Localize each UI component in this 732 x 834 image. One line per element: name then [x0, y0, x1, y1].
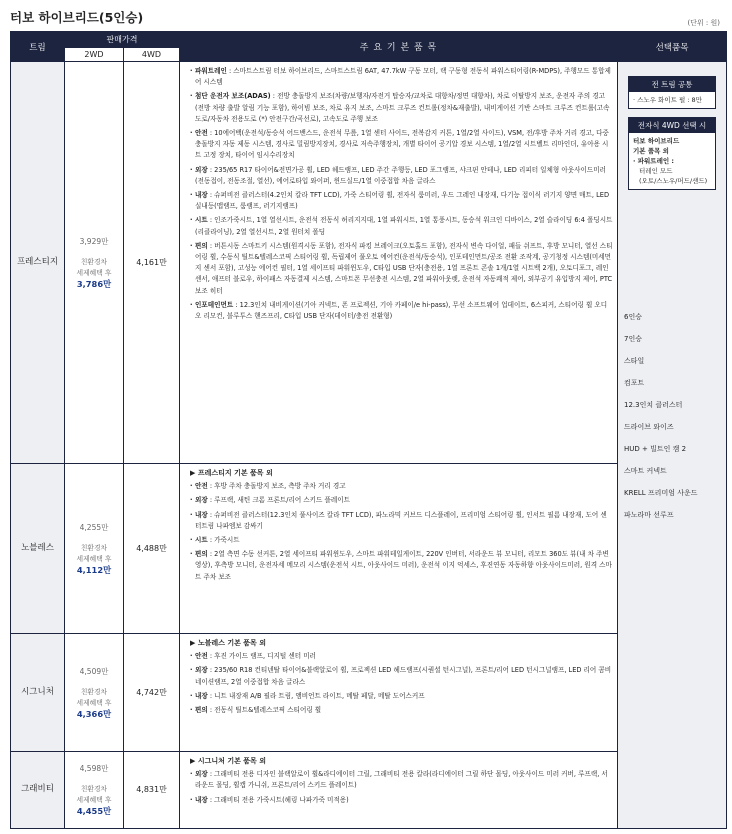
- feature-key: 안전: [195, 129, 208, 138]
- feature-item: [190, 66, 613, 88]
- option-item: 드라이브 와이즈: [624, 423, 674, 432]
- price-2wd-cell: [65, 62, 124, 464]
- feature-key: 내장: [195, 510, 208, 519]
- feature-group-header: ▶ 시그니처 기본 품목 외: [190, 757, 267, 765]
- feature-key: 외장: [195, 496, 208, 505]
- feature-item: [190, 165, 613, 187]
- feature-key: 안전: [195, 652, 208, 661]
- discount-label: 친환경차: [80, 785, 108, 793]
- header-trim: 트림: [11, 32, 65, 62]
- feature-item: [190, 795, 613, 806]
- feature-key: 첨단 운전자 보조(ADAS): [195, 92, 271, 101]
- feature-group-header: ▶ 프레스티지 기본 품목 외: [190, 469, 273, 477]
- discount-label-2: 세제혜택 후: [76, 554, 112, 563]
- feature-value: : 후진 가이드 램프, 디지털 센터 미러: [207, 652, 316, 661]
- feature-value: : 10에어백(운전석/동승석 어드밴스드, 운전석 무릎, 1열 센터 사이드, 전복감지 커튼, 1열/2열 사이드), VSM, 전/후방 주차 거리 경고, 다중 충돌방지 자동 제동 시스템, 경사로 밀림방지장치, 경사로 저속주행장치, 개별 타이어 공기압 경보 시스템, 1열/2열 시트벨트 리마인더, 유아용 시트 고정 장치, 타이어 임시수리장치: [195, 129, 609, 160]
- option-item: 7인승: [624, 335, 642, 344]
- common-option-item: · 스노우 화이트 펄 : 8만: [633, 96, 702, 105]
- feature-item: [190, 691, 613, 702]
- feature-item: [190, 190, 613, 212]
- awd-option-title: 전자식 4WD 선택 시: [629, 118, 715, 133]
- feature-key: 내장: [195, 795, 208, 804]
- feature-item: [190, 241, 613, 297]
- trim-name: 프레스티지: [11, 62, 65, 464]
- price-2wd: 4,598만: [79, 764, 109, 773]
- awd-line-3: · 파워트레인 :: [633, 157, 675, 166]
- awd-option-box: [628, 117, 716, 190]
- header-2wd: 2WD: [65, 48, 124, 62]
- feature-item: [190, 535, 613, 546]
- option-item: 스타일: [624, 357, 645, 366]
- feature-group-header: ▶ 노블레스 기본 품목 외: [190, 639, 267, 647]
- trim-name: 그래비티: [11, 752, 65, 829]
- trim-name: 노블레스: [11, 464, 65, 634]
- feature-item: [190, 91, 613, 125]
- option-list: [624, 312, 726, 521]
- option-item: 컴포트: [624, 379, 645, 388]
- header-4wd: 4WD: [124, 48, 180, 62]
- feature-value: : 슈퍼비전 클러스터(4.2인치 칼라 TFT LCD), 가죽 스티어링 휠, 전자식 룸미러, 우드 그레인 내장재, 다기능 접이식 러기지 양면 매트, LED 실내등(맵램프, 룸램프, 러기지램프): [195, 191, 610, 211]
- feature-key: 편의: [195, 550, 208, 559]
- feature-item: [190, 549, 613, 583]
- feature-key: 외장: [195, 770, 208, 779]
- feature-value: : 2열 측면 수동 선커튼, 2열 세이프티 파워윈도우, 스마트 파워테일게이트, 220V 인버터, 서라운드 뷰 모니터, 리모트 360도 뷰(내 차 주변 영상), 후측방 모니터, 운전자세 메모리 시스템(운전석 시트, 아웃사이드 미러), 운전석 이지 억세스, 후진연동 자동하향 아웃사이드미러, 원격 스마트 주차 보조: [195, 550, 612, 581]
- unit-label: (단위 : 원): [687, 19, 720, 27]
- discount-label-2: 세제혜택 후: [76, 268, 112, 277]
- discount-label-2: 세제혜택 후: [76, 796, 112, 804]
- feature-value: : 니트 내장재 A/B 필라 트림, 앰비언트 라이트, 메탈 페달, 메탈 도어스커프: [207, 691, 425, 700]
- header-main-items: 주 요 기 본 품 목: [180, 32, 618, 62]
- feature-item: [190, 495, 613, 506]
- discount-price: 4,366만: [76, 708, 112, 719]
- feature-key: 안전: [195, 482, 208, 491]
- discount-label-2: 세제혜택 후: [76, 698, 112, 707]
- option-item: 6인승: [624, 313, 642, 322]
- price-2wd: 4,255만: [79, 522, 109, 532]
- option-item: 파노라마 선루프: [624, 511, 674, 520]
- feature-item: [190, 300, 613, 322]
- option-item: 스마트 커넥트: [624, 467, 667, 476]
- discount-price: 3,786만: [76, 278, 112, 289]
- common-option-box: [628, 76, 716, 109]
- price-4wd: 4,161만: [124, 62, 180, 464]
- feature-value: : 그래비티 전용 가죽시트(헤링 나파가죽 미적용): [207, 795, 349, 804]
- price-2wd-cell: [65, 464, 124, 634]
- feature-key: 편의: [195, 241, 208, 250]
- feature-value: : 전방 충돌방지 보조(차량/보행자/자전거 탑승자/교차로 대향차/정면 대향차), 차로 이탈방지 보조, 운전자 주의 경고(전방 차량 출발 알림 기능 포함), 하이빔 보조, 차로 유지 보조, 스마트 크루즈 컨트롤(정차&재출발), 내비게이션 기반 스마트 크루즈 컨트롤(고속도로/자동차 전용도로 (*) 안전구간/곡선로), 고속도로 주행 보조: [195, 92, 610, 123]
- option-item: KRELL 프리미엄 사운드: [624, 489, 698, 498]
- header-options: 선택품목: [618, 32, 727, 62]
- price-2wd: 4,509만: [79, 666, 109, 676]
- feature-item: [190, 665, 613, 687]
- awd-line-2: 기본 품목 외: [633, 147, 669, 156]
- awd-line-4: 터레인 모드: [639, 167, 673, 176]
- trim-name: 시그니처: [11, 634, 65, 752]
- awd-line-5: (오토/스노우/머드/샌드): [639, 177, 708, 186]
- common-option-title: 전 트림 공통: [629, 77, 715, 92]
- discount-label: 친환경차: [80, 257, 108, 266]
- feature-value: : 전동식 틸트&텔레스코픽 스티어링 휠: [207, 706, 322, 715]
- feature-value: : 12.3인치 내비게이션(기아 커넥트, 폰 프로젝션, 기아 카페이/e hi-pass), 무선 소프트웨어 업데이트, 6스피커, 스티어링 휠 오디오 리모컨, 블루투스 핸즈프리, C타입 USB 단자(데이터/충전 전환형): [195, 300, 608, 321]
- header-price: 판매가격: [65, 32, 180, 48]
- feature-list: [180, 752, 618, 829]
- awd-line-1: 터보 하이브리드: [633, 137, 680, 146]
- price-4wd: 4,488만: [124, 464, 180, 634]
- feature-value: : 235/60 R18 컨티넨탈 타이어&블랙알로이 휠, 프로젝션 LED 헤드램프(시퀀셜 턴시그널), 프론트/리어 LED 턴시그널램프, LED 리어 콤비네이션램프, 2열 이중접합 차음 글라스: [195, 666, 612, 686]
- feature-list: [180, 62, 618, 464]
- feature-item: [190, 510, 613, 532]
- discount-label: 친환경차: [80, 543, 108, 552]
- feature-list: [180, 634, 618, 752]
- feature-item: [190, 651, 613, 662]
- feature-key: 인포테인먼트: [195, 300, 234, 309]
- feature-value: : 스마트스트림 터보 하이브리드, 스마트스트림 6AT, 47.7kW 구동 모터, 랙 구동형 전동식 파워스티어링(R-MDPS), 주행모드 통합제어 시스템: [195, 67, 611, 87]
- feature-key: 내장: [195, 691, 208, 700]
- feature-value: : 그래비티 전용 디자인 블랙알로이 휠&라디에이터 그릴, 그래비티 전용 칼라(라디에이터 그릴 하단 몰딩, 아웃사이드 미러 커버, 루프랙, 서라운드 몰딩, 휠캡 가니쉬, 프론트/리어 스키드 플레이트): [195, 770, 608, 790]
- feature-key: 시트: [195, 536, 208, 545]
- feature-item: [190, 481, 613, 492]
- table-row: [11, 62, 727, 464]
- feature-item: [190, 769, 613, 791]
- discount-price: 4,112만: [76, 564, 112, 575]
- price-2wd-cell: [65, 634, 124, 752]
- feature-key: 편의: [195, 706, 208, 715]
- discount-label: 친환경차: [80, 687, 108, 696]
- feature-value: : 인조가죽시트, 1열 열선시트, 운전석 전동식 허리지지대, 1열 파워시트, 1열 통풍시트, 동승석 워크인 디바이스, 2열 슬라이딩 6:4 폴딩시트(리클라이닝), 2열 열선시트, 2열 원터치 폴딩: [195, 216, 613, 236]
- feature-item: [190, 128, 613, 162]
- option-item: HUD + 빌트인 캠 2: [624, 445, 687, 454]
- feature-key: 파워트레인: [195, 67, 227, 75]
- feature-item: [190, 705, 613, 716]
- options-column: [618, 62, 727, 829]
- feature-key: 내장: [195, 191, 208, 200]
- feature-value: : 가죽시트: [207, 536, 240, 545]
- page-title: 터보 하이브리드(5인승): [10, 10, 144, 25]
- feature-item: [190, 215, 613, 237]
- feature-value: : 루프랙, 새틴 크롬 프론트/리어 스키드 플레이트: [207, 496, 350, 505]
- discount-price: 4,455만: [76, 806, 112, 816]
- feature-value: : 후방 주차 충돌방지 보조, 측방 주차 거리 경고: [207, 482, 346, 491]
- feature-value: : 235/65 R17 타이어&전면가공 휠, LED 헤드램프, LED 주간 주행등, LED 포그램프, 샤크핀 안테나, LED 리피터 일체형 아웃사이드미러(전동접이, 전동조절, 열선), 에어로타입 와이퍼, 윈드실드/1열 이중접합 차음 글라스: [195, 165, 606, 185]
- price-2wd-cell: [65, 752, 124, 829]
- feature-list: [180, 464, 618, 634]
- price-4wd: 4,742만: [124, 634, 180, 752]
- price-2wd: 3,929만: [79, 236, 109, 246]
- feature-key: 시트: [195, 216, 208, 225]
- price-table: [10, 31, 727, 829]
- feature-value: : 슈퍼비전 클러스터(12.3인치 풀사이즈 칼라 TFT LCD), 파노라믹 커브드 디스플레이, 프리미엄 스티어링 휠, 인서트 필름 내장재, 도어 센터트림 나파엠보 감싸기: [195, 510, 607, 530]
- price-4wd: 4,831만: [124, 752, 180, 829]
- feature-key: 외장: [195, 165, 208, 174]
- feature-value: : 버튼시동 스마트키 시스템(원격시동 포함), 전자식 파킹 브레이크(오토홀드 포함), 전자식 변속 다이얼, 패들 쉬프트, 후방 모니터, 열선 스티어링 휠, 수동식 틸트&텔레스코픽 스티어링 휠, 독립제어 풀오토 에어컨(운전석/동승석), 인포테인먼트/공조 전환 조작계, 공기청정 시스템(미세먼지 센서 포함), 고성능 에어컨 필터, 1열 세이프티 파워윈도우, C타입 USB 단자(충전용, 1열 프론트 콘솔 1개/1열 시트백 2개), 오토디포그, 레인센서, 애프터 블로우, 하이패스 자동결제 시스템, 스마트폰 무선충전 시스템, 2열 파워아웃렛, 운전석 자동쾌적 제어, 외부공기 유입방지 제어, PTC 보조 히터: [195, 241, 613, 295]
- option-item: 12.3인치 클러스터: [624, 401, 683, 410]
- feature-key: 외장: [195, 666, 208, 675]
